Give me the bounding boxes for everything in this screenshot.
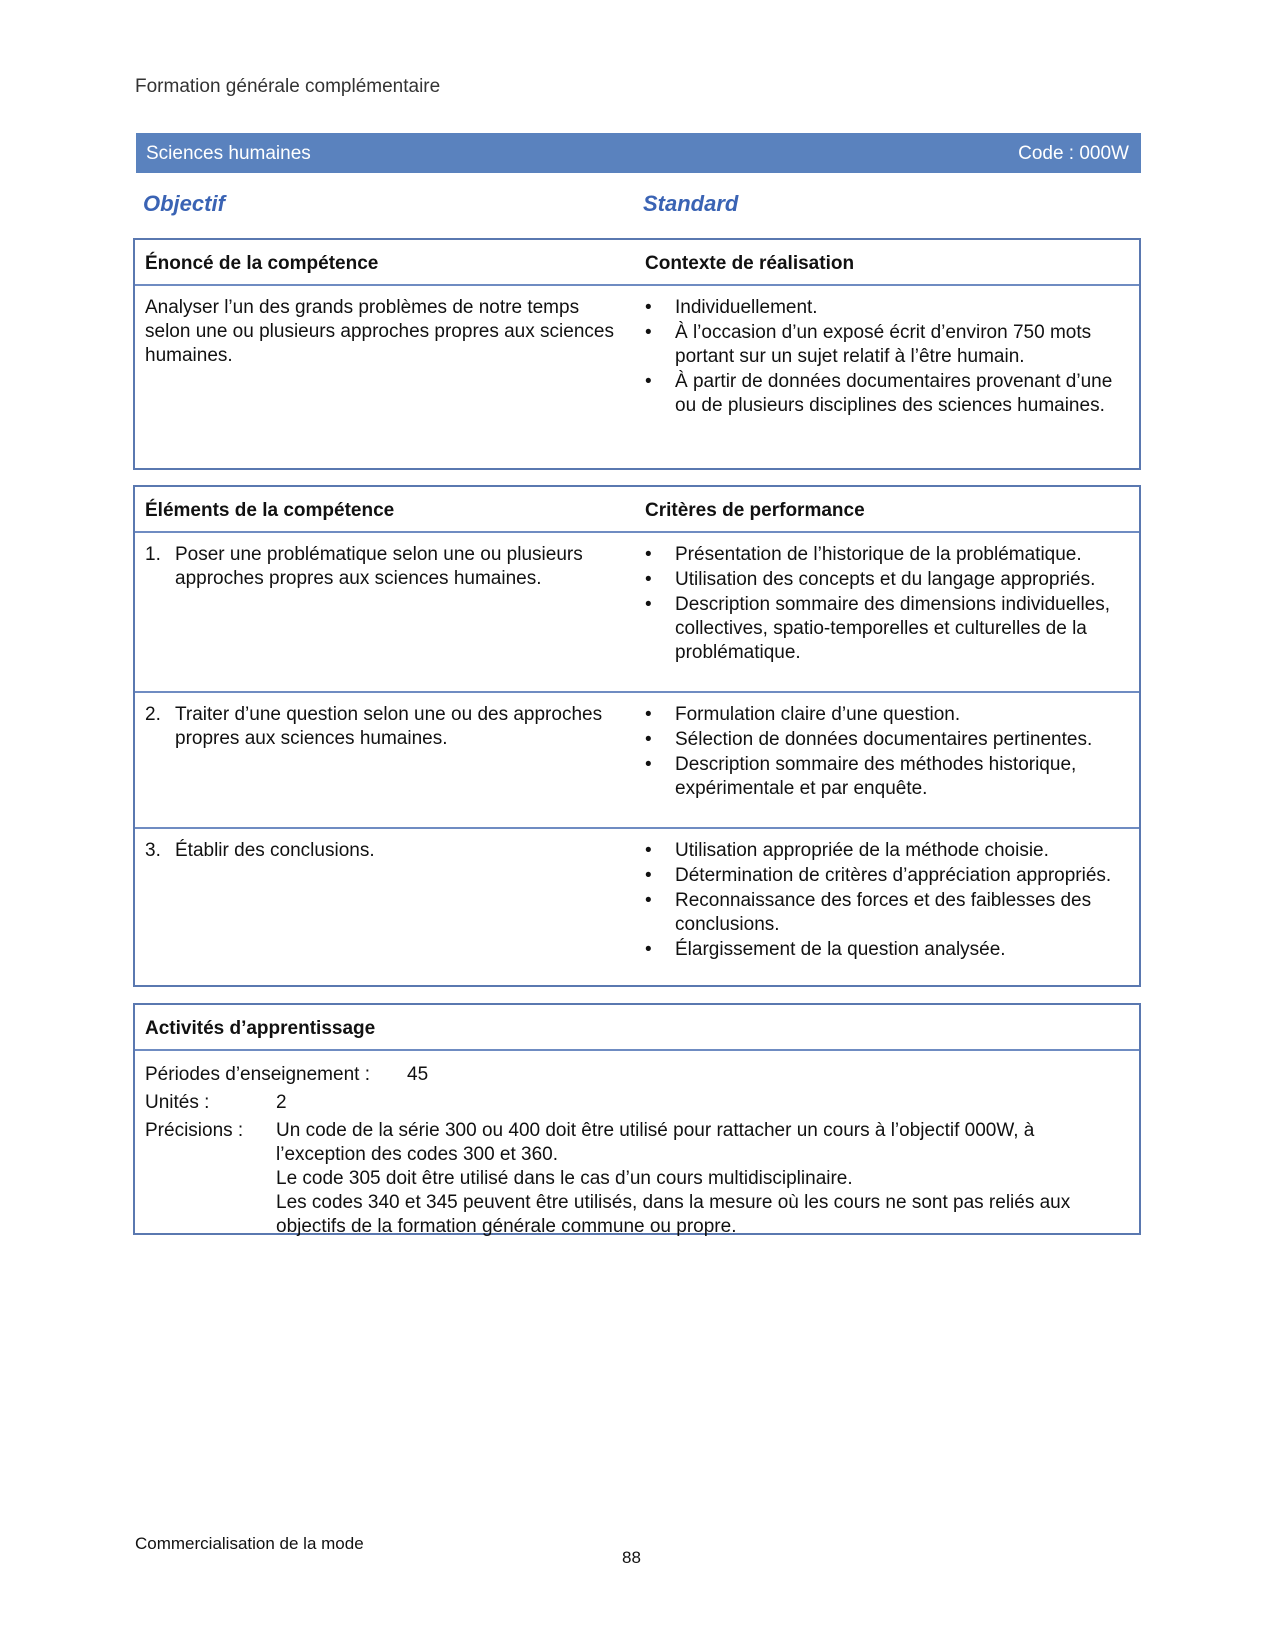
context-list <box>645 296 1115 419</box>
course-title: Sciences humaines <box>146 143 311 164</box>
element-number: 2. <box>145 704 161 725</box>
elements-header-row <box>135 487 1139 531</box>
competence-statement: Analyser l’un des grands problèmes de notre temps selon une ou plusieurs approches propres aux sciences humaines. <box>145 297 614 366</box>
course-title-bar <box>133 133 1141 173</box>
element-text <box>145 703 625 751</box>
element-description: Poser une problématique selon une ou plusieurs approches propres aux sciences humaines. <box>175 544 583 589</box>
elements-table <box>133 485 1141 987</box>
page-number: 88 <box>622 1548 641 1567</box>
criteria-item: • Élargissement de la question analysée. <box>645 938 1115 962</box>
criteria-item: • Formulation claire d’une question. <box>645 703 1115 727</box>
standard-heading: Standard <box>643 191 739 216</box>
criteria-list <box>645 839 1115 963</box>
criteria-item: • Utilisation appropriée de la méthode choisie. <box>645 839 1115 863</box>
course-code: Code : 000W <box>1018 143 1129 164</box>
criteria-header: Critères de performance <box>645 500 865 521</box>
activities-body <box>135 1049 1139 1235</box>
element-description: Établir des conclusions. <box>175 840 375 861</box>
elements-header: Éléments de la compétence <box>145 500 395 521</box>
objective-heading: Objectif <box>143 191 225 216</box>
periods-value: 45 <box>407 1064 429 1085</box>
element-row-2 <box>135 691 1139 827</box>
element-row-3 <box>135 827 1139 987</box>
element-row-1 <box>135 531 1139 691</box>
context-item: • À partir de données documentaires provenant d’une ou de plusieurs disciplines des sciences humaines. <box>645 370 1115 418</box>
competence-header-row <box>135 240 1139 284</box>
criteria-item: • Présentation de l’historique de la problématique. <box>645 543 1115 567</box>
precisions-paragraph: Les codes 340 et 345 peuvent être utilisés, dans la mesure où les cours ne sont pas reliés aux objectifs de la formation générale commune ou propre. <box>276 1192 1071 1237</box>
criteria-item: • Sélection de données documentaires pertinentes. <box>645 728 1115 752</box>
criteria-item: • Description sommaire des méthodes historique, expérimentale et par enquête. <box>645 753 1115 801</box>
criteria-item: • Détermination de critères d’appréciation appropriés. <box>645 864 1115 888</box>
activities-header: Activités d’apprentissage <box>145 1018 376 1039</box>
document-running-header: Formation générale complémentaire <box>135 76 441 97</box>
activities-header-row <box>135 1005 1139 1049</box>
criteria-item: • Description sommaire des dimensions individuelles, collectives, spatio-temporelles et culturelles de la problématique. <box>645 593 1115 665</box>
units-label: Unités : <box>145 1092 210 1113</box>
precisions-paragraph: Un code de la série 300 ou 400 doit être utilisé pour rattacher un cours à l’objectif 000W, à l’exception des codes 300 et 360. <box>276 1120 1035 1165</box>
precisions-label: Précisions : <box>145 1120 244 1141</box>
context-item: • À l’occasion d’un exposé écrit d’environ 750 mots portant sur un sujet relatif à l’être humain. <box>645 321 1115 369</box>
precisions-paragraph: Le code 305 doit être utilisé dans le cas d’un cours multidisciplinaire. <box>276 1168 853 1189</box>
competence-table <box>133 238 1141 470</box>
element-text <box>145 543 625 591</box>
context-header: Contexte de réalisation <box>645 253 855 274</box>
units-value: 2 <box>276 1092 287 1113</box>
criteria-list <box>645 543 1115 666</box>
footer-program-name: Commercialisation de la mode <box>135 1534 364 1553</box>
context-item: • Individuellement. <box>645 296 1115 320</box>
criteria-list <box>645 703 1115 802</box>
criteria-item: • Reconnaissance des forces et des faiblesses des conclusions. <box>645 889 1115 937</box>
precisions-text <box>276 1119 1111 1239</box>
statement-header: Énoncé de la compétence <box>145 253 379 274</box>
element-number: 1. <box>145 544 161 565</box>
element-number: 3. <box>145 840 161 861</box>
competence-body-row <box>135 284 1139 468</box>
activities-table <box>133 1003 1141 1235</box>
periods-label: Périodes d’enseignement : <box>145 1064 370 1085</box>
element-description: Traiter d’une question selon une ou des approches propres aux sciences humaines. <box>175 704 603 749</box>
element-text <box>145 839 625 863</box>
criteria-item: • Utilisation des concepts et du langage appropriés. <box>645 568 1115 592</box>
